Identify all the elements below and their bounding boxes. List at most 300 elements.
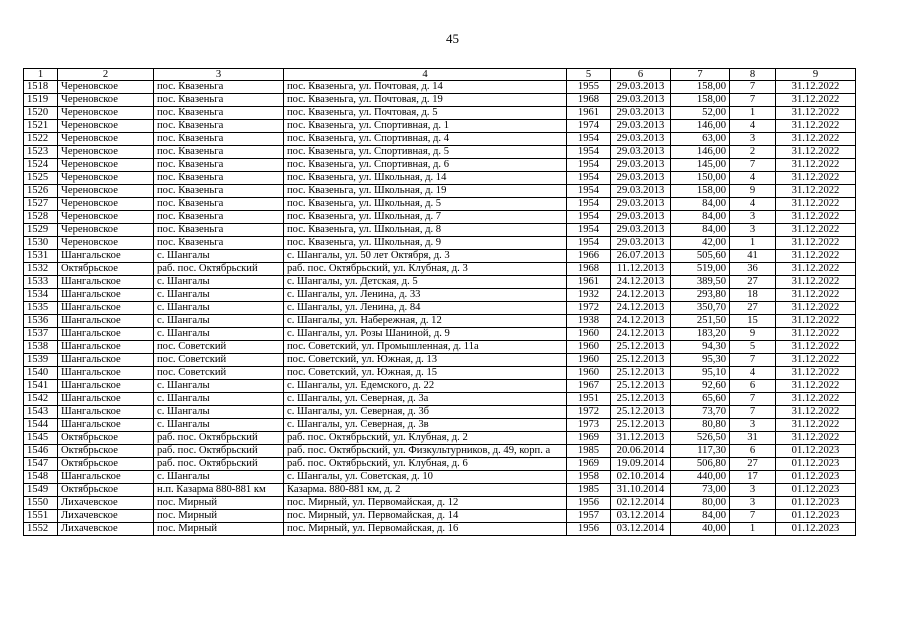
cell-row-number: 1527 [24, 198, 58, 211]
cell-residents: 1 [730, 237, 776, 250]
cell-residents: 7 [730, 354, 776, 367]
cell-row-number: 1537 [24, 328, 58, 341]
cell-row-number: 1546 [24, 445, 58, 458]
cell-year-built: 1954 [567, 237, 611, 250]
cell-locality: пос. Квазеньга [154, 94, 284, 107]
cell-date: 20.06.2014 [611, 445, 671, 458]
cell-settlement-area: Череновское [58, 107, 154, 120]
cell-area: 505,60 [671, 250, 730, 263]
cell-area: 84,00 [671, 198, 730, 211]
cell-locality: пос. Квазеньга [154, 159, 284, 172]
cell-year-built: 1972 [567, 302, 611, 315]
cell-year-built: 1938 [567, 315, 611, 328]
cell-deadline: 31.12.2022 [776, 185, 856, 198]
cell-year-built: 1954 [567, 159, 611, 172]
cell-date: 29.03.2013 [611, 133, 671, 146]
cell-row-number: 1551 [24, 510, 58, 523]
cell-settlement-area: Череновское [58, 146, 154, 159]
cell-locality: раб. пос. Октябрьский [154, 263, 284, 276]
cell-date: 29.03.2013 [611, 237, 671, 250]
cell-row-number: 1536 [24, 315, 58, 328]
cell-year-built: 1967 [567, 380, 611, 393]
cell-locality: пос. Квазеньга [154, 198, 284, 211]
cell-settlement-area: Череновское [58, 133, 154, 146]
cell-locality: пос. Мирный [154, 523, 284, 536]
cell-date: 29.03.2013 [611, 198, 671, 211]
cell-residents: 3 [730, 224, 776, 237]
table-row [24, 276, 856, 289]
cell-address: с. Шангалы, ул. Набережная, д. 12 [284, 315, 567, 328]
cell-area: 80,00 [671, 497, 730, 510]
cell-deadline: 31.12.2022 [776, 315, 856, 328]
cell-residents: 7 [730, 81, 776, 94]
cell-residents: 7 [730, 159, 776, 172]
cell-area: 65,60 [671, 393, 730, 406]
cell-date: 11.12.2013 [611, 263, 671, 276]
cell-area: 526,50 [671, 432, 730, 445]
cell-settlement-area: Шангальское [58, 419, 154, 432]
column-header-row-number: 1 [24, 69, 58, 81]
cell-deadline: 31.12.2022 [776, 354, 856, 367]
cell-year-built: 1968 [567, 263, 611, 276]
cell-residents: 36 [730, 263, 776, 276]
cell-year-built: 1954 [567, 224, 611, 237]
cell-address: пос. Квазеньга, ул. Школьная, д. 14 [284, 172, 567, 185]
cell-deadline: 01.12.2023 [776, 445, 856, 458]
cell-address: с. Шангалы, ул. Детская, д. 5 [284, 276, 567, 289]
cell-area: 183,20 [671, 328, 730, 341]
cell-address: пос. Мирный, ул. Первомайская, д. 16 [284, 523, 567, 536]
cell-residents: 4 [730, 198, 776, 211]
cell-residents: 9 [730, 328, 776, 341]
cell-residents: 1 [730, 523, 776, 536]
cell-address: раб. пос. Октябрьский, ул. Клубная, д. 2 [284, 432, 567, 445]
cell-settlement-area: Череновское [58, 211, 154, 224]
cell-row-number: 1540 [24, 367, 58, 380]
cell-address: с. Шангалы, ул. Северная, д. 3а [284, 393, 567, 406]
cell-locality: раб. пос. Октябрьский [154, 445, 284, 458]
cell-date: 02.12.2014 [611, 497, 671, 510]
cell-address: пос. Квазеньга, ул. Спортивная, д. 5 [284, 146, 567, 159]
cell-settlement-area: Череновское [58, 224, 154, 237]
cell-date: 25.12.2013 [611, 393, 671, 406]
cell-locality: пос. Квазеньга [154, 172, 284, 185]
cell-locality: раб. пос. Октябрьский [154, 432, 284, 445]
cell-row-number: 1519 [24, 94, 58, 107]
table-row [24, 185, 856, 198]
cell-year-built: 1956 [567, 523, 611, 536]
cell-area: 293,80 [671, 289, 730, 302]
cell-row-number: 1521 [24, 120, 58, 133]
cell-settlement-area: Череновское [58, 185, 154, 198]
cell-settlement-area: Шангальское [58, 354, 154, 367]
table-row [24, 328, 856, 341]
cell-address: раб. пос. Октябрьский, ул. Физкультурников, д. 49, корп. а [284, 445, 567, 458]
cell-year-built: 1960 [567, 354, 611, 367]
cell-address: с. Шангалы, ул. Едемского, д. 22 [284, 380, 567, 393]
cell-year-built: 1954 [567, 172, 611, 185]
cell-settlement-area: Шангальское [58, 302, 154, 315]
table-row [24, 94, 856, 107]
cell-deadline: 01.12.2023 [776, 510, 856, 523]
cell-date: 25.12.2013 [611, 419, 671, 432]
cell-row-number: 1530 [24, 237, 58, 250]
cell-date: 25.12.2013 [611, 341, 671, 354]
cell-address: раб. пос. Октябрьский, ул. Клубная, д. 3 [284, 263, 567, 276]
table-row [24, 224, 856, 237]
cell-settlement-area: Череновское [58, 198, 154, 211]
cell-row-number: 1534 [24, 289, 58, 302]
cell-area: 158,00 [671, 81, 730, 94]
table-row [24, 497, 856, 510]
cell-year-built: 1951 [567, 393, 611, 406]
cell-row-number: 1538 [24, 341, 58, 354]
cell-settlement-area: Октябрьское [58, 458, 154, 471]
cell-year-built: 1954 [567, 211, 611, 224]
cell-address: пос. Квазеньга, ул. Школьная, д. 9 [284, 237, 567, 250]
cell-deadline: 31.12.2022 [776, 198, 856, 211]
cell-area: 117,30 [671, 445, 730, 458]
cell-area: 158,00 [671, 185, 730, 198]
cell-year-built: 1973 [567, 419, 611, 432]
cell-area: 158,00 [671, 94, 730, 107]
cell-row-number: 1547 [24, 458, 58, 471]
cell-area: 95,10 [671, 367, 730, 380]
cell-deadline: 31.12.2022 [776, 120, 856, 133]
cell-date: 31.12.2013 [611, 432, 671, 445]
column-header-address: 4 [284, 69, 567, 81]
cell-locality: пос. Квазеньга [154, 185, 284, 198]
cell-year-built: 1955 [567, 81, 611, 94]
cell-residents: 18 [730, 289, 776, 302]
cell-settlement-area: Череновское [58, 237, 154, 250]
cell-settlement-area: Череновское [58, 159, 154, 172]
cell-year-built: 1961 [567, 107, 611, 120]
column-header-settlement-area: 2 [58, 69, 154, 81]
cell-deadline: 31.12.2022 [776, 276, 856, 289]
cell-row-number: 1552 [24, 523, 58, 536]
table-row [24, 250, 856, 263]
cell-settlement-area: Октябрьское [58, 445, 154, 458]
cell-locality: с. Шангалы [154, 419, 284, 432]
table-row [24, 237, 856, 250]
cell-settlement-area: Шангальское [58, 367, 154, 380]
cell-date: 03.12.2014 [611, 510, 671, 523]
table-row [24, 419, 856, 432]
cell-deadline: 31.12.2022 [776, 224, 856, 237]
cell-settlement-area: Октябрьское [58, 263, 154, 276]
cell-year-built: 1974 [567, 120, 611, 133]
cell-area: 389,50 [671, 276, 730, 289]
cell-locality: пос. Квазеньга [154, 81, 284, 94]
cell-date: 19.09.2014 [611, 458, 671, 471]
cell-locality: пос. Советский [154, 367, 284, 380]
cell-residents: 3 [730, 419, 776, 432]
cell-area: 150,00 [671, 172, 730, 185]
table-row [24, 315, 856, 328]
cell-deadline: 31.12.2022 [776, 159, 856, 172]
cell-deadline: 31.12.2022 [776, 237, 856, 250]
table-row [24, 146, 856, 159]
cell-row-number: 1520 [24, 107, 58, 120]
cell-area: 146,00 [671, 146, 730, 159]
cell-deadline: 31.12.2022 [776, 81, 856, 94]
table-row [24, 341, 856, 354]
cell-address: пос. Советский, ул. Промышленная, д. 11а [284, 341, 567, 354]
table-row [24, 380, 856, 393]
column-header-residents: 8 [730, 69, 776, 81]
cell-area: 42,00 [671, 237, 730, 250]
table-row [24, 81, 856, 94]
cell-row-number: 1550 [24, 497, 58, 510]
cell-year-built: 1960 [567, 328, 611, 341]
table-row [24, 393, 856, 406]
cell-locality: пос. Квазеньга [154, 211, 284, 224]
cell-address: раб. пос. Октябрьский, ул. Клубная, д. 6 [284, 458, 567, 471]
table-row [24, 354, 856, 367]
cell-deadline: 31.12.2022 [776, 146, 856, 159]
cell-area: 146,00 [671, 120, 730, 133]
cell-residents: 7 [730, 94, 776, 107]
table-row [24, 458, 856, 471]
cell-deadline: 31.12.2022 [776, 328, 856, 341]
cell-date: 24.12.2013 [611, 276, 671, 289]
cell-row-number: 1528 [24, 211, 58, 224]
cell-date: 29.03.2013 [611, 94, 671, 107]
cell-settlement-area: Шангальское [58, 276, 154, 289]
cell-year-built: 1956 [567, 497, 611, 510]
cell-address: пос. Квазеньга, ул. Почтовая, д. 14 [284, 81, 567, 94]
cell-locality: с. Шангалы [154, 289, 284, 302]
cell-deadline: 01.12.2023 [776, 497, 856, 510]
cell-year-built: 1954 [567, 198, 611, 211]
table-row [24, 510, 856, 523]
cell-area: 440,00 [671, 471, 730, 484]
cell-residents: 27 [730, 302, 776, 315]
cell-deadline: 01.12.2023 [776, 484, 856, 497]
cell-deadline: 31.12.2022 [776, 263, 856, 276]
cell-residents: 15 [730, 315, 776, 328]
cell-residents: 4 [730, 367, 776, 380]
cell-settlement-area: Череновское [58, 120, 154, 133]
cell-year-built: 1972 [567, 406, 611, 419]
cell-residents: 3 [730, 484, 776, 497]
cell-row-number: 1525 [24, 172, 58, 185]
table-row [24, 523, 856, 536]
cell-row-number: 1541 [24, 380, 58, 393]
cell-year-built: 1957 [567, 510, 611, 523]
cell-address: пос. Квазеньга, ул. Спортивная, д. 6 [284, 159, 567, 172]
table-row [24, 172, 856, 185]
cell-deadline: 31.12.2022 [776, 380, 856, 393]
cell-address: с. Шангалы, ул. Северная, д. 3б [284, 406, 567, 419]
cell-locality: с. Шангалы [154, 328, 284, 341]
cell-row-number: 1548 [24, 471, 58, 484]
cell-row-number: 1529 [24, 224, 58, 237]
cell-address: пос. Квазеньга, ул. Спортивная, д. 4 [284, 133, 567, 146]
cell-year-built: 1961 [567, 276, 611, 289]
cell-locality: с. Шангалы [154, 406, 284, 419]
cell-deadline: 31.12.2022 [776, 289, 856, 302]
cell-row-number: 1545 [24, 432, 58, 445]
cell-area: 73,00 [671, 484, 730, 497]
cell-residents: 2 [730, 146, 776, 159]
cell-area: 84,00 [671, 510, 730, 523]
table-header-row [24, 69, 856, 81]
cell-residents: 27 [730, 458, 776, 471]
cell-area: 84,00 [671, 211, 730, 224]
cell-deadline: 31.12.2022 [776, 419, 856, 432]
cell-locality: с. Шангалы [154, 393, 284, 406]
cell-address: с. Шангалы, ул. 50 лет Октября, д. 3 [284, 250, 567, 263]
cell-row-number: 1539 [24, 354, 58, 367]
cell-deadline: 31.12.2022 [776, 211, 856, 224]
cell-date: 29.03.2013 [611, 81, 671, 94]
table-row [24, 120, 856, 133]
cell-year-built: 1960 [567, 367, 611, 380]
cell-address: Казарма. 880-881 км, д. 2 [284, 484, 567, 497]
page-number: 45 [446, 31, 459, 46]
cell-residents: 4 [730, 172, 776, 185]
column-header-date: 6 [611, 69, 671, 81]
cell-residents: 41 [730, 250, 776, 263]
cell-locality: с. Шангалы [154, 250, 284, 263]
cell-locality: пос. Квазеньга [154, 224, 284, 237]
cell-settlement-area: Лихачевское [58, 523, 154, 536]
cell-row-number: 1526 [24, 185, 58, 198]
cell-locality: пос. Советский [154, 354, 284, 367]
cell-deadline: 31.12.2022 [776, 341, 856, 354]
cell-residents: 6 [730, 380, 776, 393]
cell-address: пос. Мирный, ул. Первомайская, д. 14 [284, 510, 567, 523]
cell-settlement-area: Шангальское [58, 289, 154, 302]
cell-settlement-area: Шангальское [58, 393, 154, 406]
cell-date: 29.03.2013 [611, 211, 671, 224]
cell-address: пос. Квазеньга, ул. Школьная, д. 8 [284, 224, 567, 237]
cell-year-built: 1958 [567, 471, 611, 484]
cell-settlement-area: Шангальское [58, 341, 154, 354]
cell-residents: 4 [730, 120, 776, 133]
cell-area: 92,60 [671, 380, 730, 393]
cell-row-number: 1535 [24, 302, 58, 315]
table-row [24, 107, 856, 120]
cell-date: 24.12.2013 [611, 289, 671, 302]
cell-year-built: 1954 [567, 146, 611, 159]
cell-row-number: 1542 [24, 393, 58, 406]
cell-date: 25.12.2013 [611, 367, 671, 380]
table-row [24, 484, 856, 497]
cell-area: 145,00 [671, 159, 730, 172]
cell-year-built: 1954 [567, 185, 611, 198]
table-row [24, 159, 856, 172]
cell-settlement-area: Шангальское [58, 406, 154, 419]
cell-residents: 17 [730, 471, 776, 484]
cell-settlement-area: Шангальское [58, 380, 154, 393]
cell-settlement-area: Череновское [58, 172, 154, 185]
table-row [24, 445, 856, 458]
cell-locality: с. Шангалы [154, 302, 284, 315]
housing-registry-table [23, 68, 856, 536]
cell-date: 24.12.2013 [611, 328, 671, 341]
cell-deadline: 31.12.2022 [776, 406, 856, 419]
cell-settlement-area: Шангальское [58, 250, 154, 263]
cell-residents: 6 [730, 445, 776, 458]
cell-row-number: 1543 [24, 406, 58, 419]
cell-address: с. Шангалы, ул. Ленина, д. 84 [284, 302, 567, 315]
cell-area: 63,00 [671, 133, 730, 146]
cell-row-number: 1549 [24, 484, 58, 497]
cell-date: 29.03.2013 [611, 224, 671, 237]
cell-locality: с. Шангалы [154, 380, 284, 393]
cell-row-number: 1532 [24, 263, 58, 276]
column-header-locality: 3 [154, 69, 284, 81]
cell-date: 29.03.2013 [611, 185, 671, 198]
cell-settlement-area: Октябрьское [58, 432, 154, 445]
table-row [24, 211, 856, 224]
cell-date: 29.03.2013 [611, 172, 671, 185]
cell-area: 94,30 [671, 341, 730, 354]
cell-deadline: 31.12.2022 [776, 367, 856, 380]
cell-year-built: 1954 [567, 133, 611, 146]
cell-deadline: 31.12.2022 [776, 133, 856, 146]
cell-deadline: 31.12.2022 [776, 107, 856, 120]
table-row [24, 432, 856, 445]
cell-locality: пос. Мирный [154, 510, 284, 523]
cell-date: 25.12.2013 [611, 354, 671, 367]
cell-address: пос. Квазеньга, ул. Школьная, д. 19 [284, 185, 567, 198]
column-header-year-built: 5 [567, 69, 611, 81]
cell-address: с. Шангалы, ул. Советская, д. 10 [284, 471, 567, 484]
cell-row-number: 1533 [24, 276, 58, 289]
cell-area: 251,50 [671, 315, 730, 328]
cell-deadline: 31.12.2022 [776, 432, 856, 445]
cell-area: 40,00 [671, 523, 730, 536]
cell-date: 29.03.2013 [611, 120, 671, 133]
cell-date: 24.12.2013 [611, 302, 671, 315]
cell-locality: пос. Квазеньга [154, 107, 284, 120]
cell-address: с. Шангалы, ул. Ленина, д. 33 [284, 289, 567, 302]
cell-row-number: 1544 [24, 419, 58, 432]
cell-area: 519,00 [671, 263, 730, 276]
cell-year-built: 1966 [567, 250, 611, 263]
cell-date: 31.10.2014 [611, 484, 671, 497]
cell-settlement-area: Лихачевское [58, 497, 154, 510]
cell-year-built: 1932 [567, 289, 611, 302]
cell-year-built: 1985 [567, 484, 611, 497]
cell-residents: 7 [730, 406, 776, 419]
cell-locality: с. Шангалы [154, 471, 284, 484]
cell-area: 84,00 [671, 224, 730, 237]
column-header-area: 7 [671, 69, 730, 81]
cell-year-built: 1968 [567, 94, 611, 107]
cell-row-number: 1531 [24, 250, 58, 263]
cell-deadline: 01.12.2023 [776, 471, 856, 484]
cell-row-number: 1523 [24, 146, 58, 159]
cell-locality: пос. Мирный [154, 497, 284, 510]
cell-deadline: 01.12.2023 [776, 523, 856, 536]
cell-date: 25.12.2013 [611, 380, 671, 393]
cell-year-built: 1969 [567, 432, 611, 445]
cell-address: пос. Советский, ул. Южная, д. 15 [284, 367, 567, 380]
cell-settlement-area: Лихачевское [58, 510, 154, 523]
cell-date: 29.03.2013 [611, 159, 671, 172]
cell-address: пос. Мирный, ул. Первомайская, д. 12 [284, 497, 567, 510]
cell-locality: пос. Квазеньга [154, 120, 284, 133]
cell-date: 29.03.2013 [611, 146, 671, 159]
table-row [24, 289, 856, 302]
cell-locality: пос. Советский [154, 341, 284, 354]
cell-date: 24.12.2013 [611, 315, 671, 328]
